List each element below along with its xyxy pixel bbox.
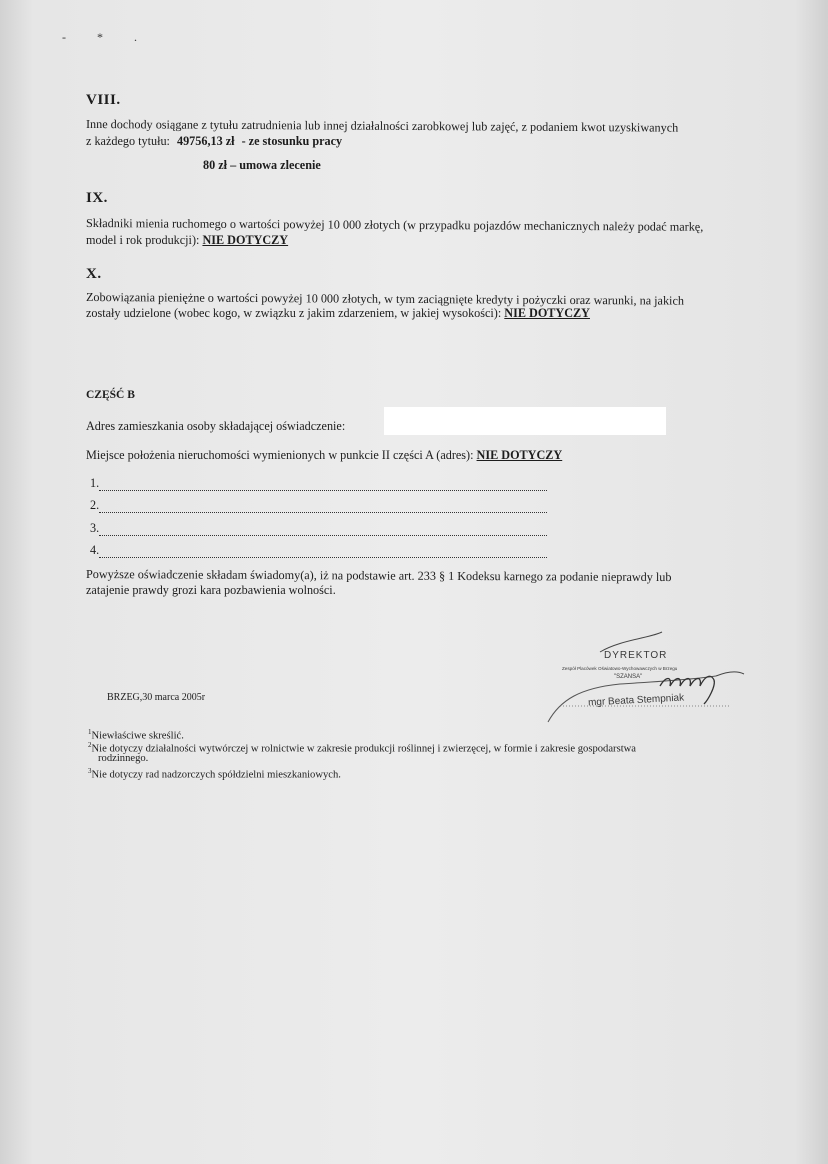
section-10-line1: Zobowiązania pieniężne o wartości powyżej 10 000 złotych, w tym zaciągnięte kredyty i pożyczki oraz warunki, na jakich xyxy=(85,290,685,308)
place-date: BRZEG,30 marca 2005r xyxy=(107,692,206,703)
section-9-value: NIE DOTYCZY xyxy=(202,233,289,247)
address-line-1 xyxy=(90,476,548,491)
footnote-text: Nie dotyczy działalności wytwórczej w rolnictwie w zakresie produkcji roślinnej i zwierzęcej, w formie i zakresie gospodarstwa xyxy=(91,743,636,755)
address-line-number: 2. xyxy=(90,498,100,512)
footnote-number: 3 xyxy=(88,767,92,775)
footnote-2 xyxy=(88,739,636,756)
property-label: Miejsce położenia nieruchomości wymienionych w punkcie II części A (adres): xyxy=(86,448,474,462)
property-value: NIE DOTYCZY xyxy=(476,448,563,462)
section-8-line2 xyxy=(86,133,342,149)
address-line-2 xyxy=(90,498,548,513)
footnote-number: 1 xyxy=(88,728,92,736)
stamp-signatory: mgr Beata Stempniak xyxy=(587,692,685,709)
director-stamp xyxy=(540,630,750,730)
footnote-text: Niewłaściwe skreślić. xyxy=(91,730,184,742)
scan-specks: - * . xyxy=(62,30,151,44)
address-line-3 xyxy=(90,521,548,536)
address-line-number: 3. xyxy=(90,521,100,535)
section-10-line2 xyxy=(86,305,590,321)
footnote-number: 2 xyxy=(88,741,92,749)
section-10-title: X. xyxy=(86,266,102,282)
section-10-value: NIE DOTYCZY xyxy=(504,306,590,320)
footnote-3 xyxy=(88,765,341,782)
salary-source: - ze stosunku pracy xyxy=(241,134,343,148)
address-line-number: 4. xyxy=(90,543,100,557)
signature-scribble xyxy=(540,630,750,730)
stamp-title: DYREKTOR xyxy=(604,650,668,661)
part-b-title: CZĘŚĆ B xyxy=(86,389,135,401)
contract-income: 80 zł – umowa zlecenie xyxy=(203,158,321,172)
section-10-line2-prefix: zostały udzielone (wobec kogo, w związku z jakim zdarzeniem, w jakiej wysokości): xyxy=(86,306,502,320)
section-8-line2-prefix: z każdego tytułu: xyxy=(86,134,170,148)
address-line-4 xyxy=(90,543,548,558)
property-location xyxy=(86,447,562,463)
salary-amount: 49756,13 zł xyxy=(176,134,235,148)
address-label: Adres zamieszkania osoby składającej oświadczenie: xyxy=(86,419,346,433)
stamp-school-name: "SZANSA" xyxy=(614,674,643,680)
section-9-title: IX. xyxy=(86,190,108,206)
stamp-institution: Zespół Placówek Oświatowo-Wychowawczych w Brzegu xyxy=(562,666,678,671)
statement-line1: Powyższe oświadczenie składam świadomy(a), iż na podstawie art. 233 § 1 Kodeksu karnego za podanie nieprawdy lub xyxy=(85,567,672,585)
footnote-text: Nie dotyczy rad nadzorczych spółdzielni mieszkaniowych. xyxy=(91,769,341,781)
section-9-line2 xyxy=(86,232,288,248)
section-8-line1: Inne dochody osiągane z tytułu zatrudnienia lub innej działalności zarobkowej lub zajęć, z podaniem kwot uzyskiwanych xyxy=(85,117,679,135)
address-line-number: 1. xyxy=(90,476,100,490)
section-8-title: VIII. xyxy=(86,92,121,108)
section-9-line2-prefix: model i rok produkcji): xyxy=(86,233,200,247)
section-9-line1: Składniki mienia ruchomego o wartości powyżej 10 000 złotych (w przypadku pojazdów mechanicznych należy podać markę, xyxy=(85,216,704,234)
footnote-2-continuation: rodzinnego. xyxy=(98,753,149,764)
redacted-address xyxy=(384,407,666,435)
statement-line2: zatajenie prawdy grozi kara pozbawienia wolności. xyxy=(86,583,336,597)
